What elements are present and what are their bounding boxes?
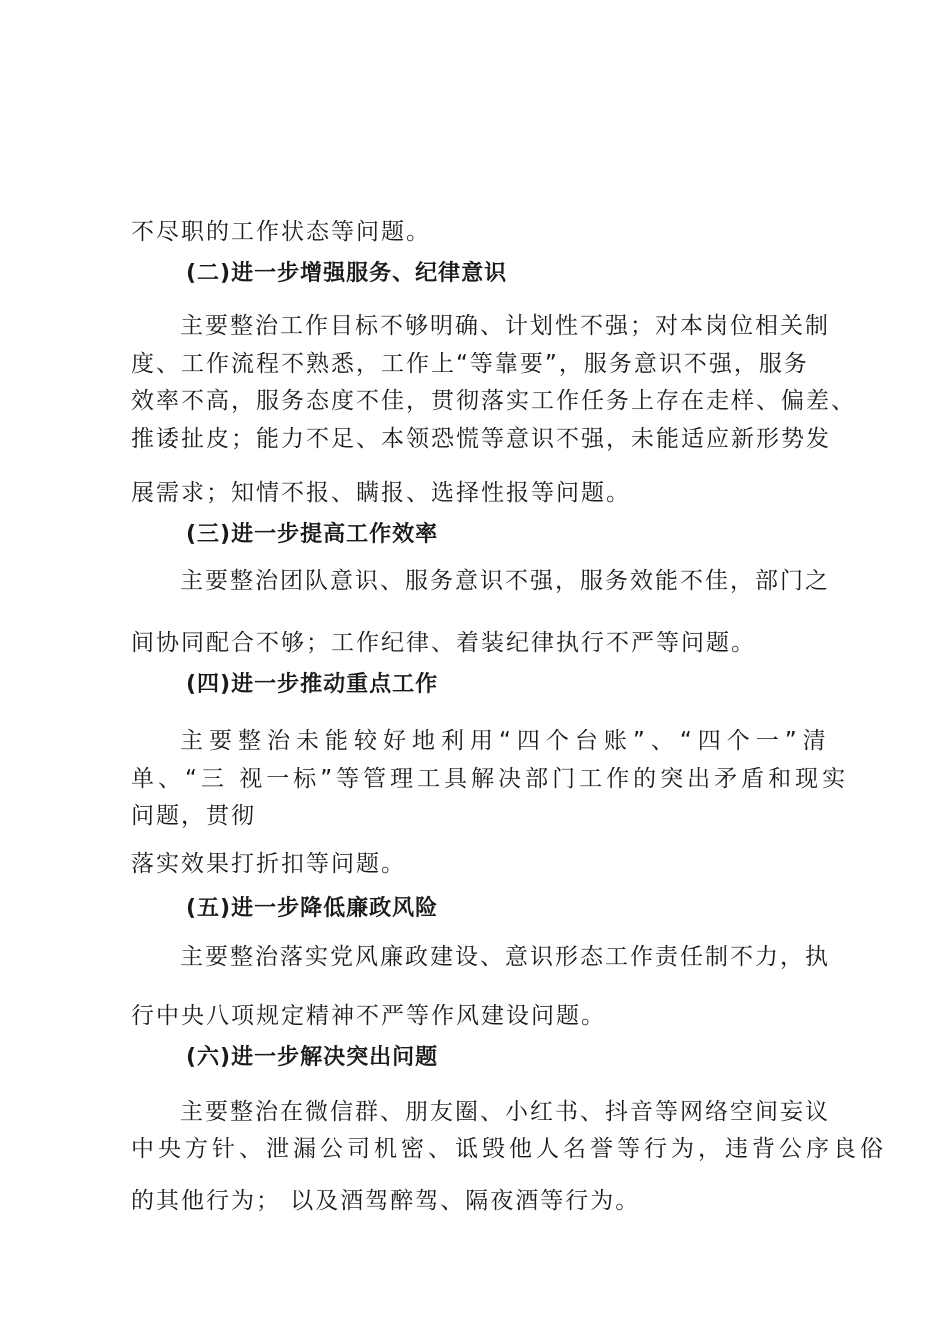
paragraph-line: 单、“三 视一标”等管理工具解决部门工作的突出矛盾和现实 bbox=[131, 766, 850, 792]
paragraph-line: 展需求；知情不报、瞒报、选择性报等问题。 bbox=[131, 480, 631, 506]
paragraph-line: 主要整治在微信群、朋友圈、小红书、抖音等网络空间妄议 bbox=[180, 1099, 830, 1125]
paragraph-line: 推诿扯皮；能力不足、本领恐慌等意识不强，未能适应新形势发 bbox=[131, 426, 831, 452]
section-heading-2: (二)进一步增强服务、纪律意识 bbox=[186, 261, 508, 286]
paragraph-line: 主要整治落实党风廉政建设、意识形态工作责任制不力，执 bbox=[180, 944, 830, 970]
paragraph-line: 不尽职的工作状态等问题。 bbox=[131, 219, 431, 245]
paragraph-line: 度、工作流程不熟悉，工作上“等靠要”，服务意识不强，服务 bbox=[131, 351, 809, 377]
section-heading-3: (三)进一步提高工作效率 bbox=[186, 522, 439, 547]
section-heading-4: (四)进一步推动重点工作 bbox=[186, 672, 439, 697]
paragraph-line: 主要整治未能较好地利用“四个台账”、“四个一”清 bbox=[180, 728, 832, 754]
paragraph-line: 的其他行为； 以及酒驾醉驾、隔夜酒等行为。 bbox=[131, 1188, 641, 1214]
paragraph-line: 中央方针、泄漏公司机密、诋毁他人名誉等行为，违背公序良俗 bbox=[131, 1136, 887, 1162]
paragraph-line: 间协同配合不够；工作纪律、着装纪律执行不严等问题。 bbox=[131, 630, 756, 656]
paragraph-line: 主要整治团队意识、服务意识不强，服务效能不佳，部门之 bbox=[180, 568, 830, 594]
paragraph-line: 主要整治工作目标不够明确、计划性不强；对本岗位相关制 bbox=[180, 313, 830, 339]
section-heading-5: (五)进一步降低廉政风险 bbox=[186, 896, 439, 921]
section-heading-6: (六)进一步解决突出问题 bbox=[186, 1045, 439, 1070]
paragraph-line: 行中央八项规定精神不严等作风建设问题。 bbox=[131, 1003, 606, 1029]
paragraph-line: 问题，贯彻 bbox=[131, 803, 256, 829]
paragraph-line: 效率不高，服务态度不佳，贯彻落实工作任务上存在走样、偏差、 bbox=[131, 388, 856, 414]
paragraph-line: 落实效果打折扣等问题。 bbox=[131, 851, 406, 877]
